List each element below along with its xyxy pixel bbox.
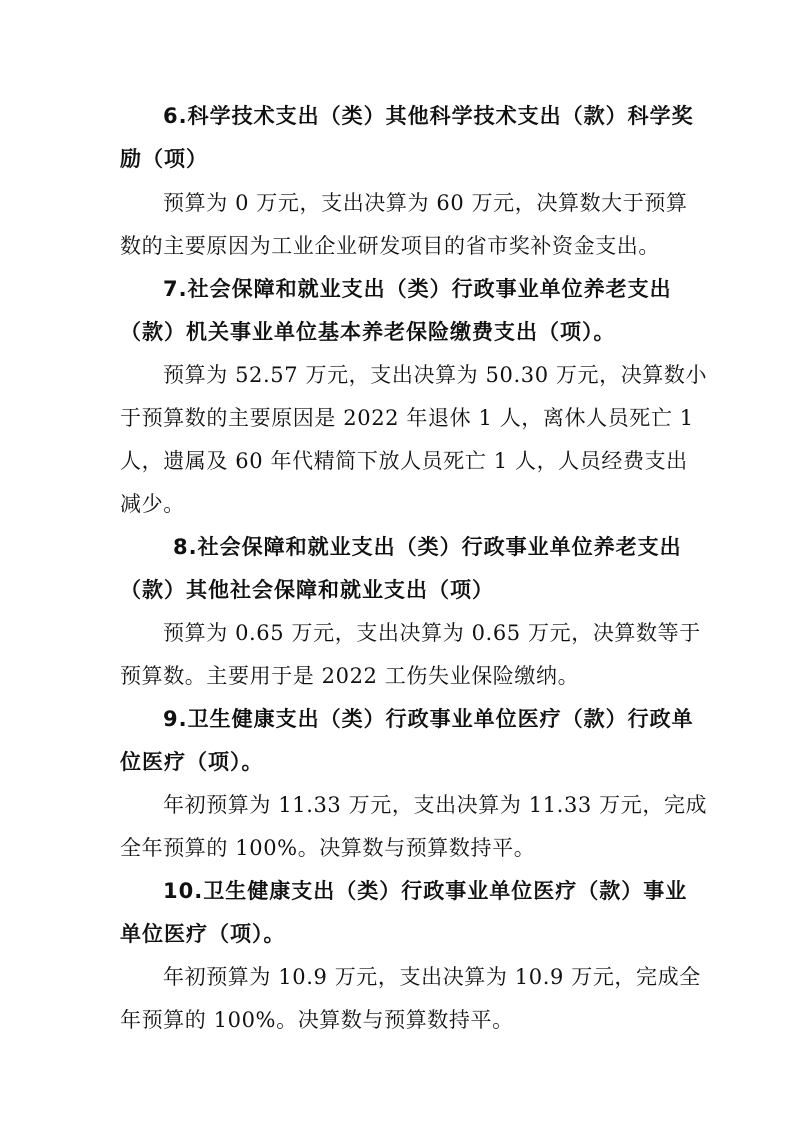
section-body-line: 预算数。主要用于是 2022 工伤失业保险缴纳。: [120, 664, 580, 688]
section-body-line: 预算为 0.65 万元，支出决算为 0.65 万元，决算数等于: [163, 621, 701, 645]
section-body-line: 预算为 0 万元，支出决算为 60 万元，决算数大于预算: [163, 191, 688, 215]
section-body-line: 年初预算为 11.33 万元，支出决算为 11.33 万元，完成: [163, 793, 708, 817]
section-body-line: 于预算数的主要原因是 2022 年退休 1 人，离休人员死亡 1: [120, 406, 694, 430]
section-body-line: 全年预算的 100%。决算数与预算数持平。: [120, 836, 536, 860]
section-heading-line: 10.卫生健康支出（类）行政事业单位医疗（款）事业: [163, 879, 688, 903]
section-heading-line: 9.卫生健康支出（类）行政事业单位医疗（款）行政单: [163, 707, 694, 731]
section-heading-line: 8.社会保障和就业支出（类）行政事业单位养老支出: [173, 535, 682, 559]
section-body-line: 年初预算为 10.9 万元，支出决算为 10.9 万元，完成全: [163, 965, 701, 989]
section-body-line: 年预算的 100%。决算数与预算数持平。: [120, 1008, 514, 1032]
section-body-line: 减少。: [120, 492, 185, 516]
section-heading-line: 单位医疗（项）。: [120, 922, 286, 946]
section-heading-line: 位医疗（项）。: [120, 750, 264, 774]
section-heading-line: （款）其他社会保障和就业支出（项）: [120, 578, 494, 602]
section-body-line: 预算为 52.57 万元，支出决算为 50.30 万元，决算数小: [163, 363, 708, 387]
section-heading-line: 励（项）: [120, 147, 208, 171]
section-body-line: 数的主要原因为工业企业研发项目的省市奖补资金支出。: [120, 234, 660, 258]
section-heading-line: 6.科学技术支出（类）其他科学技术支出（款）科学奖: [163, 104, 694, 128]
section-heading-line: （款）机关事业单位基本养老保险缴费支出（项）。: [120, 320, 616, 344]
section-body-line: 人，遗属及 60 年代精简下放人员死亡 1 人，人员经费支出: [120, 449, 688, 473]
section-heading-line: 7.社会保障和就业支出（类）行政事业单位养老支出: [163, 277, 672, 301]
